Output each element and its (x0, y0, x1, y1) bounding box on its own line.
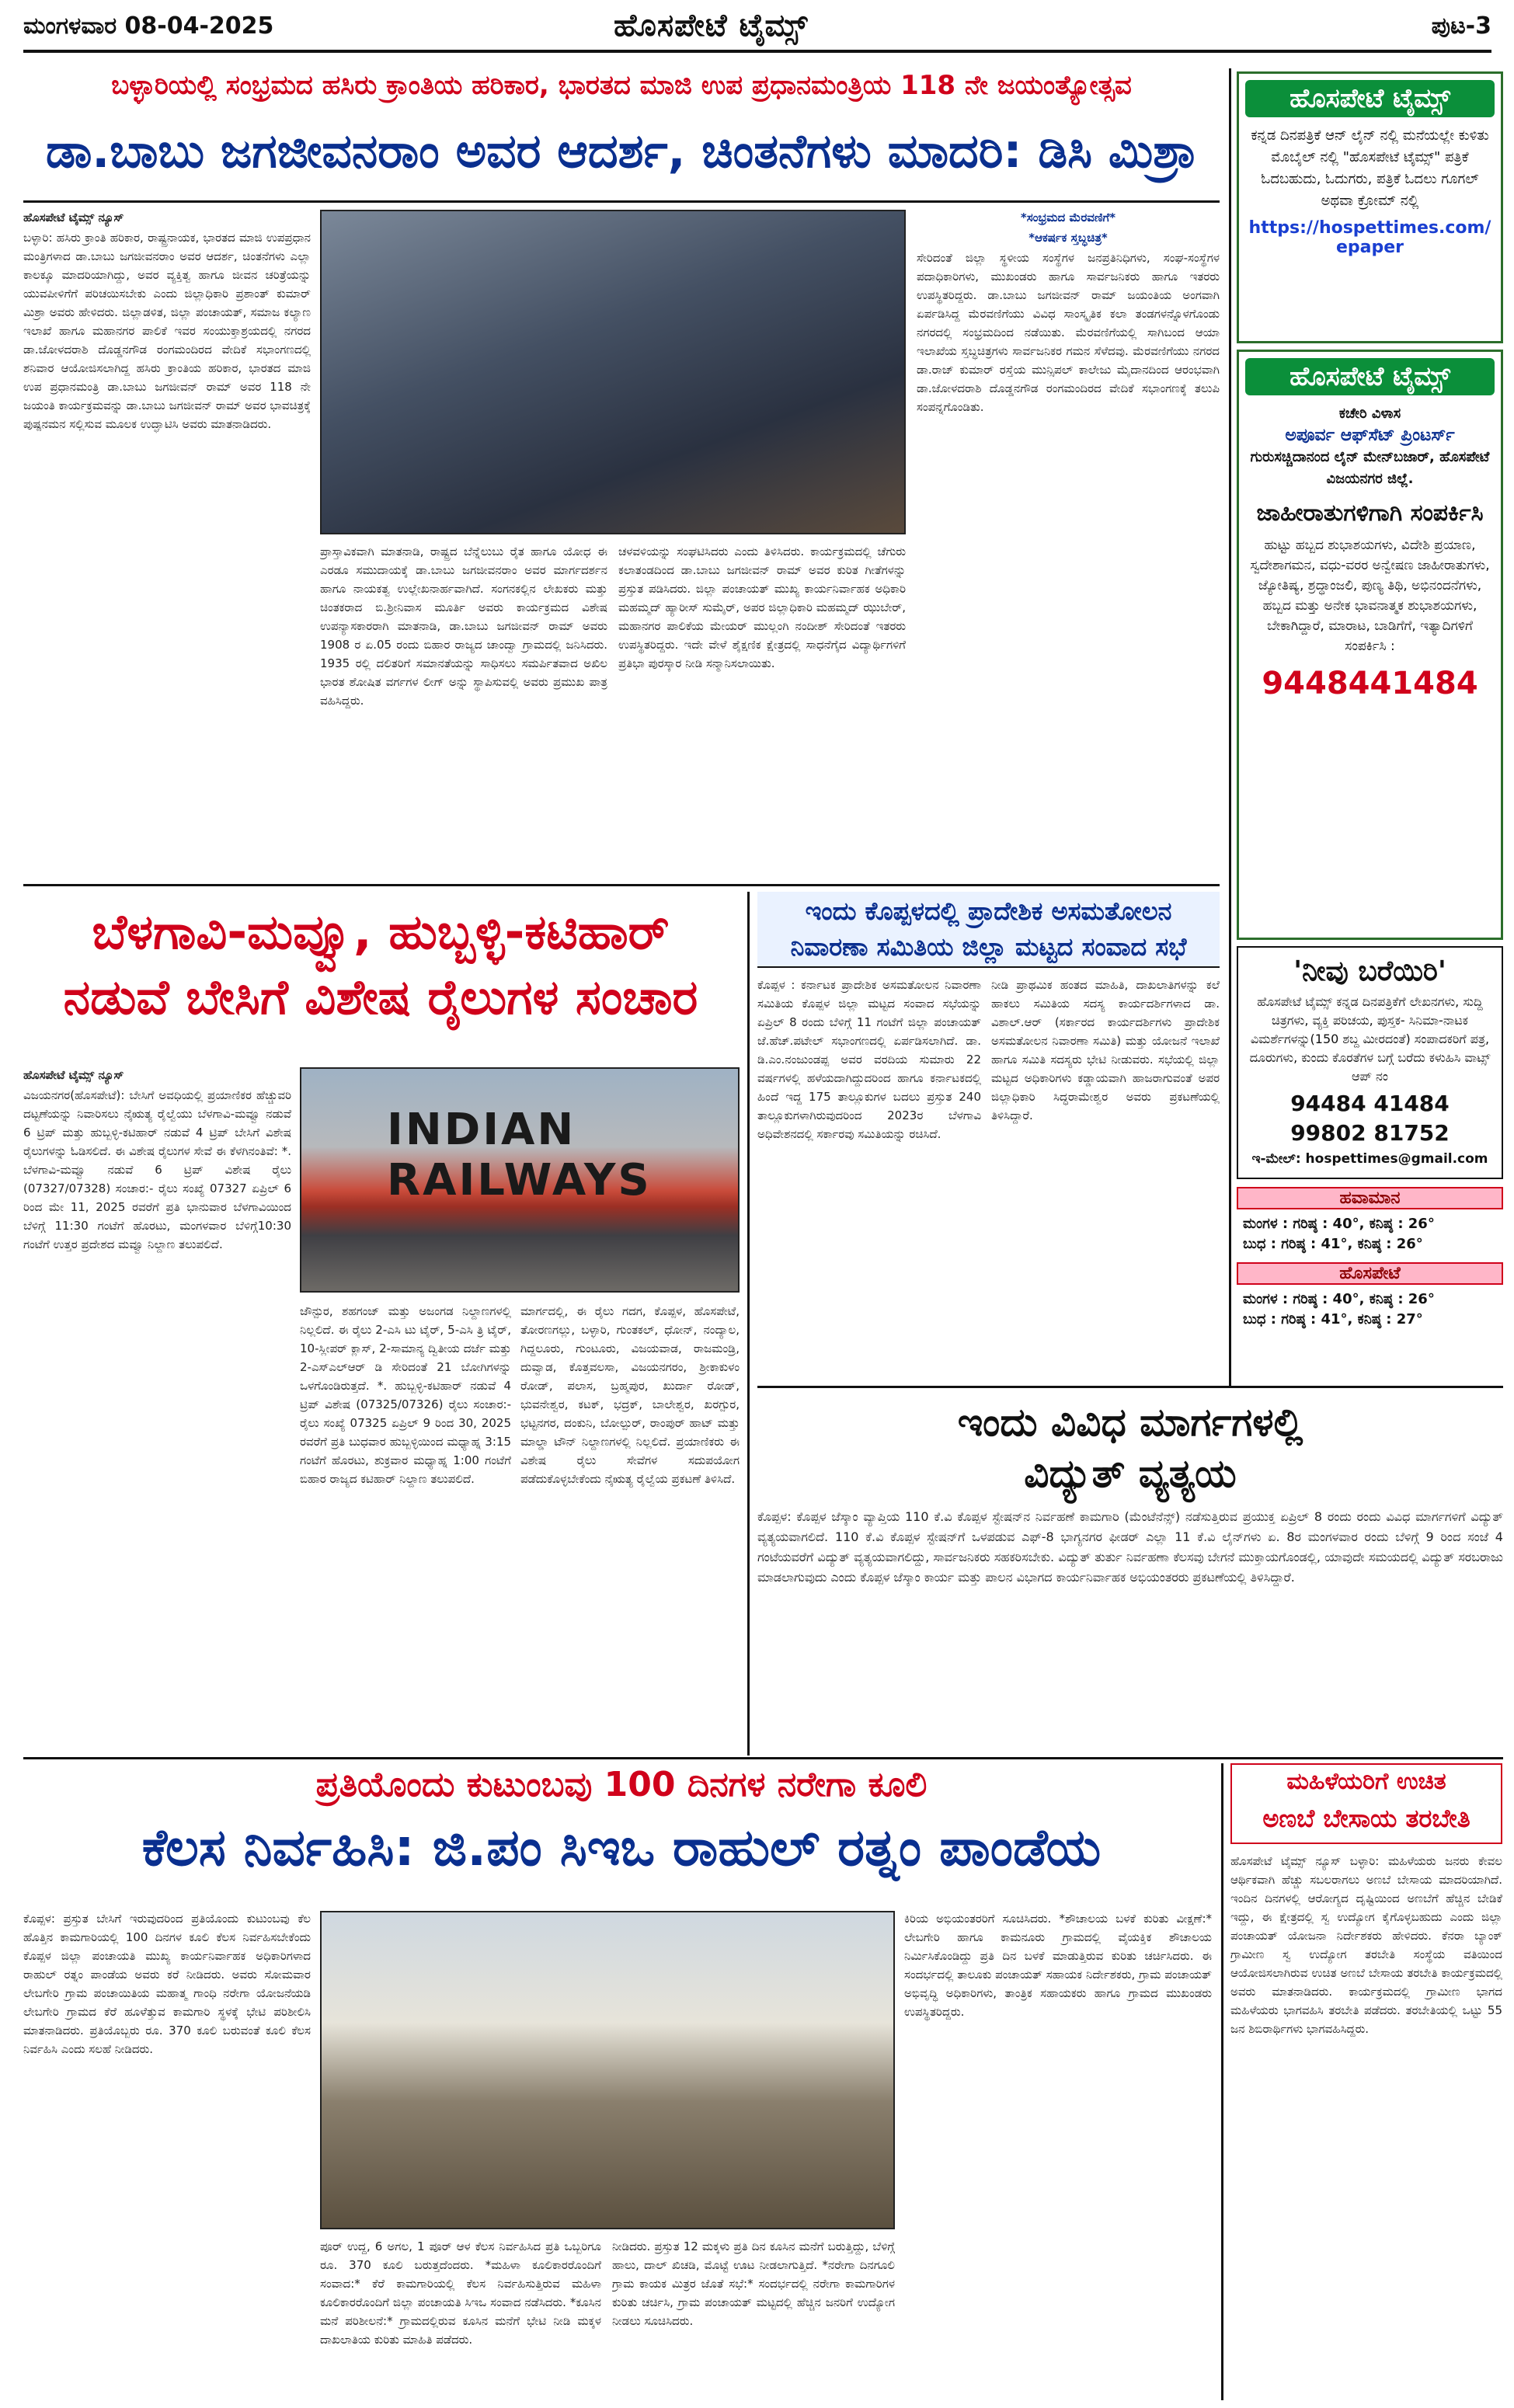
train-photo (300, 1067, 740, 1293)
story4-headline (757, 1397, 1503, 1499)
story1-body-2: ಪ್ರಾಸ್ತಾವಿಕವಾಗಿ ಮಾತನಾಡಿ, ರಾಷ್ಟ್ರದ ಬೆನ್ನೆಲುಬು ರೈತ ಹಾಗೂ ಯೋಧ ಈ ಎರಡೂ ಸಮುದಾಯಕ್ಕೆ ಡಾ.ಬಾಬು ಜಗಜೀವನರಾಂ ಅವರ ಮಾರ್ಗದರ್ಶನ ಹಾಗೂ ನಾಯಕತ್ವ ಉಲ್ಲೇಖನಾರ್ಹವಾಗಿದೆ. ಸಂಗನಕಲ್ಲಿನ ಲೇಖಕರು ಮತ್ತು ಚಿಂತಕರಾದ ಬಿ.ಶ್ರೀನಿವಾಸ ಮೂರ್ತಿ ಅವರು ಕಾರ್ಯಕ್ರಮದ ವಿಶೇಷ ಉಪನ್ಯಾಸಕಾರರಾಗಿ ಮಾತನಾಡಿ, ಡಾ.ಬಾಬು ಜಗಜೀವನ್ ರಾಮ್ ಅವರು 1908 ರ ಏ.05 ರಂದು ಬಿಹಾರ ರಾಜ್ಯದ ಚಾಂದ್ವಾ ಗ್ರಾಮದಲ್ಲಿ ಜನಿಸಿದರು. 1935 ರಲ್ಲಿ ದಲಿತರಿಗೆ ಸಮಾನತೆಯನ್ನು ಸಾಧಿಸಲು ಸಮರ್ಪಿತವಾದ ಅಖಿಲ ಭಾರತ ಶೋಷಿತ ವರ್ಗಗಳ ಲೀಗ್ ಅನ್ನು ಸ್ಥಾಪಿಸುವಲ್ಲಿ ಅವರು ಪ್ರಮುಖ ಪಾತ್ರ ವಹಿಸಿದ್ದರು. (320, 545, 607, 708)
train-photo-text: INDIAN RAILWAYS (387, 1105, 652, 1206)
contact-email[interactable]: ಇ-ಮೇಲ್: hospettimes@gmail.com (1251, 1151, 1488, 1167)
story5-headline: ಕೆಲಸ ನಿರ್ವಹಿಸಿ: ಜಿ.ಪಂ ಸಿಇಒ ರಾಹುಲ್ ರತ್ನಂ ಪಾಂಡೆಯ (141, 1818, 1102, 1877)
paper-title: ಹೊಸಪೇಟೆ ಟೈಮ್ಸ್ (614, 8, 809, 43)
story2-headline-line2: ನಡುವೆ ಬೇಸಿಗೆ ವಿಶೇಷ ರೈಲುಗಳ ಸಂಚಾರ (63, 969, 698, 1025)
write-to-us-text: ಹೊಸಪೇಟೆ ಟೈಮ್ಸ್ ಕನ್ನಡ ದಿನಪತ್ರಿಕೆಗೆ ಲೇಖನಗಳು, ಸುದ್ದಿ ಚಿತ್ರಗಳು, ವ್ಯಕ್ತಿ ಪರಿಚಯ, ಪುಸ್ತಕ- ಸಿನಿಮಾ-ನಾಟಕ ವಿಮರ್ಶೆಗಳನ್ನು(150 ಶಬ್ದ ಮೀರದಂತೆ) ಸಂಪಾದಕರಿಗೆ ಪತ್ರ, ದೂರುಗಳು, ಕುಂದು ಕೊರತೆಗಳ ಬಗ್ಗೆ ಬರೆದು ಕಳುಹಿಸಿ ವಾಟ್ಸ್ ಆಪ್ ನಂ (1249, 994, 1491, 1084)
story3-headline-line2: ನಿವಾರಣಾ ಸಮಿತಿಯ ಜಿಲ್ಲಾ ಮಟ್ಟದ ಸಂವಾದ ಸಭೆ (790, 932, 1187, 962)
page-number: ಪುಟ-3 (1431, 12, 1491, 40)
weather-box (1237, 1187, 1503, 1381)
story5-column-1 (23, 1909, 311, 2399)
story1-subheading-1: *ಸಂಭ್ರಮದ ಮೆರವಣಿಗೆ* (1020, 211, 1116, 224)
advertising-phone[interactable]: 9448441484 (1262, 666, 1478, 701)
weather-row-4: ಬುಧ : ಗರಿಷ್ಠ : 41°, ಕನಿಷ್ಠ : 27° (1243, 1311, 1423, 1328)
story2-body-1: ವಿಜಯನಗರ(ಹೊಸಪೇಟೆ): ಬೇಸಿಗೆ ಅವಧಿಯಲ್ಲಿ ಪ್ರಯಾಣಿಕರ ಹೆಚ್ಚುವರಿ ದಟ್ಟಣೆಯನ್ನು ನಿವಾರಿಸಲು ನೈಋತ್ಯ ರೈಲ್ವೆಯು ಬೆಳಗಾವಿ-ಮವ್ವೂ ನಡುವೆ 6 ಟ್ರಿಪ್ ಮತ್ತು ಹುಬ್ಬಳ್ಳಿ-ಕಟಿಹಾರ್ ನಡುವೆ 4 ಟ್ರಿಪ್ ಬೇಸಿಗೆ ವಿಶೇಷ ರೈಲುಗಳನ್ನು ಓಡಿಸಲಿದೆ. ಈ ವಿಶೇಷ ರೈಲುಗಳ ಸೇವೆ ಈ ಕೆಳಗಿನಂತಿವೆ: *. ಬೆಳಗಾವಿ-ಮವ್ವೂ ನಡುವೆ 6 ಟ್ರಿಪ್ ವಿಶೇಷ ರೈಲು (07327/07328) ಸಂಚಾರ:- ರೈಲು ಸಂಖ್ಯೆ 07327 ಏಪ್ರಿಲ್ 6 ರಿಂದ ಮೇ 11, 2025 ರವರೆಗೆ ಪ್ರತಿ ಭಾನುವಾರ ಬೆಳಗಾವಿಯಿಂದ ಬೆಳಿಗ್ಗೆ 11:30 ಗಂಟೆಗೆ ಹೊರಟು, ಮಂಗಳವಾರ ಬೆಳಿಗ್ಗೆ10:30 ಗಂಟೆಗೆ ಉತ್ತರ ಪ್ರದೇಶದ ಮವ್ವೂ ನಿಲ್ದಾಣ ತಲುಪಲಿದೆ. (23, 1088, 291, 1251)
epaper-ad-banner: ಹೊಸಪೇಟೆ ಟೈಮ್ಸ್ (1245, 80, 1495, 117)
weather-title: ಹವಾಮಾನ (1237, 1187, 1503, 1209)
write-to-us-heading: 'ನೀವು ಬರೆಯಿರಿ' (1293, 955, 1446, 987)
story6-body: ಹೊಸಪೇಟೆ ಟೈಮ್ಸ್ ನ್ಯೂಸ್ ಬಳ್ಳಾರಿ: ಮಹಿಳೆಯರು ಜನರು ಕೇವಲ ಆರ್ಥಿಕವಾಗಿ ಹೆಚ್ಚು ಸಬಲರಾಗಲು ಅಣಬೆ ಬೇಸಾಯ ಮಾದರಿಯಾಗಿದೆ. ಇಂದಿನ ದಿನಗಳಲ್ಲಿ ಆರೋಗ್ಯದ ದೃಷ್ಟಿಯಿಂದ ಅಣಬೆಗೆ ಹೆಚ್ಚಿನ ಬೇಡಿಕೆ ಇದ್ದು, ಈ ಕ್ಷೇತ್ರದಲ್ಲಿ ಸ್ವ ಉದ್ಯೋಗ ಕೈಗೊಳ್ಳಬಹುದು ಎಂದು ಜಿಲ್ಲಾ ಪಂಚಾಯತ್ ಯೋಜನಾ ನಿರ್ದೇಶಕರು ಹೇಳಿದರು. ಕೆನರಾ ಬ್ಯಾಂಕ್ ಗ್ರಾಮೀಣ ಸ್ವ ಉದ್ಯೋಗ ತರಬೇತಿ ಸಂಸ್ಥೆಯ ವತಿಯಿಂದ ಆಯೋಜಿಸಲಾಗಿರುವ ಉಚಿತ ಅಣಬೆ ಬೇಸಾಯ ತರಬೇತಿ ಕಾರ್ಯಕ್ರಮದಲ್ಲಿ ಅವರು ಮಾತನಾಡಿದರು. ಕಾರ್ಯಕ್ರಮದಲ್ಲಿ ಗ್ರಾಮೀಣ ಭಾಗದ ಮಹಿಳೆಯರು ಭಾಗವಹಿಸಿ ತರಬೇತಿ ಪಡೆದರು. ತರಬೇತಿಯಲ್ಲಿ ಒಟ್ಟು 55 ಜನ ಶಿಬಿರಾರ್ಥಿಗಳು ಭಾಗವಹಿಸಿದ್ದರು. (1230, 1854, 1502, 2036)
story4-headline-line1: ಇಂದು ವಿವಿಧ ಮಾರ್ಗಗಳಲ್ಲಿ (957, 1400, 1303, 1445)
story1-column-1 (23, 208, 311, 876)
column-divider (747, 892, 750, 1756)
issue-date: ಮಂಗಳವಾರ 08-04-2025 (23, 12, 274, 40)
story5-photo (320, 1911, 895, 2229)
weather-row-1: ಮಂಗಳ : ಗರಿಷ್ಠ : 40°, ಕನಿಷ್ಠ : 26° (1243, 1216, 1435, 1232)
weather-row-3: ಮಂಗಳ : ಗರಿಷ್ಠ : 40°, ಕನಿಷ್ಠ : 26° (1243, 1291, 1435, 1307)
story2-headline (23, 900, 738, 1030)
advertising-text: ಹುಟ್ಟು ಹಬ್ಬದ ಶುಭಾಶಯಗಳು, ವಿದೇಶಿ ಪ್ರಯಾಣ, ಸ್ವದೇಶಾಗಮನ, ವಧು-ವರರ ಅನ್ವೇಷಣ ಜಾಹೀರಾತುಗಳು, ಜ್ಯೋತಿಷ್ಯ, ಶ್ರದ್ಧಾಂಜಲಿ, ಪುಣ್ಯ ತಿಥಿ, ಅಭಿನಂದನೆಗಳು, ಹಬ್ಬದ ಮತ್ತು ಅನೇಕ ಭಾವನಾತ್ಮಕ ಶುಭಾಶಯಗಳು, ಬೇಕಾಗಿದ್ದಾರೆ, ಮಾರಾಟ, ಬಾಡಿಗೆಗೆ, ಇತ್ಯಾದಿಗಳಿಗೆ ಸಂಪರ್ಕಿಸಿ : (1250, 538, 1490, 654)
story1-body-1: ಬಳ್ಳಾರಿ: ಹಸಿರು ಕ್ರಾಂತಿ ಹರಿಕಾರ, ರಾಷ್ಟ್ರನಾಯಕ, ಭಾರತದ ಮಾಜಿ ಉಪಪ್ರಧಾನ ಮಂತ್ರಿಗಳಾದ ಡಾ.ಬಾಬು ಜಗಜೀವನರಾಂ ಅವರ ಆದರ್ಶ, ಚಿಂತನೆಗಳು ಎಲ್ಲಾ ಕಾಲಕ್ಕೂ ಮಾದರಿಯಾಗಿದ್ದು, ಅವರ ವ್ಯಕ್ತಿತ್ವ ಹಾಗೂ ಜೀವನ ಚರಿತ್ರೆಯನ್ನು ಯುವಪೀಳಿಗೆಗೆ ಪರಿಚಯಿಸಬೇಕು ಎಂದು ಜಿಲ್ಲಾಧಿಕಾರಿ ಪ್ರಶಾಂತ್ ಕುಮಾರ್ ಮಿಶ್ರಾ ಅವರು ಹೇಳಿದರು. ಜಿಲ್ಲಾಡಳಿತ, ಜಿಲ್ಲಾ ಪಂಚಾಯತ್, ಸಮಾಜ ಕಲ್ಯಾಣ ಇಲಾಖೆ ಹಾಗೂ ಮಹಾನಗರ ಪಾಲಿಕೆ ಇವರ ಸಂಯುಕ್ತಾಶ್ರಯದಲ್ಲಿ ನಗರದ ಡಾ.ಜೋಳದರಾಶಿ ದೊಡ್ಡನಗೌಡ ರಂಗಮಂದಿರದ ವೇದಿಕೆ ಸಭಾಂಗಣದಲ್ಲಿ ಶನಿವಾರ ಆಯೋಜಿಸಲಾಗಿದ್ದ ಹಸಿರು ಕ್ರಾಂತಿಯ ಹರಿಕಾರ, ಭಾರತದ ಮಾಜಿ ಉಪ ಪ್ರಧಾನಮಂತ್ರಿ ಡಾ.ಬಾಬು ಜಗಜೀವನ್ ರಾಮ್ ಅವರ 118 ನೇ ಜಯಂತಿ ಕಾರ್ಯಕ್ರಮವನ್ನು ಡಾ.ಬಾಬು ಜಗಜೀವನ್ ರಾಮ್ ಅವರ ಭಾವಚಿತ್ರಕ್ಕೆ ಪುಷ್ಪನಮನ ಸಲ್ಲಿಸುವ ಮೂಲಕ ಉದ್ಘಾಟಿಸಿ ಅವರು ಮಾತನಾಡಿದರು. (23, 231, 311, 431)
story5-column-3 (612, 2237, 895, 2399)
story2-body-3: ಮಾರ್ಗದಲ್ಲಿ, ಈ ರೈಲು ಗದಗ, ಕೊಪ್ಪಳ, ಹೊಸಪೇಟೆ, ತೋರಣಗಲ್ಲು, ಬಳ್ಳಾರಿ, ಗುಂತಕಲ್, ಧೋನ್, ನಂದ್ಯಾಲ, ಗಿದ್ದಲೂರು, ಗುಂಟೂರು, ವಿಜಯವಾಡ, ರಾಜಮಂಡ್ರಿ, ದುವ್ವಾಡ, ಕೊತ್ತವಲಸಾ, ವಿಜಯನಗರಂ, ಶ್ರೀಕಾಕುಳಂ ರೋಡ್, ಪಲಾಸ, ಬ್ರಹ್ಮಪುರ, ಖುರ್ದಾ ರೋಡ್, ಭುವನೇಶ್ವರ, ಕಟಕ್, ಭದ್ರಕ್, ಬಾಲೇಶ್ವರ, ಖರಗ್ಪುರ, ಭಟ್ಟನಗರ, ದಂಕುನಿ, ಬೋಲ್ಪುರ್, ರಾಂಪುರ್ ಹಾಟ್ ಮತ್ತು ಮಾಲ್ಡಾ ಟೌನ್ ನಿಲ್ದಾಣಗಳಲ್ಲಿ ನಿಲ್ಲಲಿದೆ. ಪ್ರಯಾಣಿಕರು ಈ ವಿಶೇಷ ರೈಲು ಸೇವೆಗಳ ಸದುಪಯೋಗ ಪಡೆದುಕೊಳ್ಳಬೇಕೆಂದು ನೈಋತ್ಯ ರೈಲ್ವೆಯ ಪ್ರಕಟಣೆ ತಿಳಿಸಿದೆ. (520, 1304, 740, 1486)
story5-body-4: ಕಿರಿಯ ಅಭಿಯಂತರರಿಗೆ ಸೂಚಿಸಿದರು. *ಶೌಚಾಲಯ ಬಳಕೆ ಕುರಿತು ವೀಕ್ಷಣೆ:* ಲೇಬಗೇರಿ ಹಾಗೂ ಕಾಮನೂರು ಗ್ರಾಮದಲ್ಲಿ ವೈಯಕ್ತಿಕ ಶೌಚಾಲಯ ನಿರ್ಮಿಸಿಕೊಂಡಿದ್ದು ಪ್ರತಿ ದಿನ ಬಳಕೆ ಮಾಡುತ್ತಿರುವ ಕುರಿತು ಚರ್ಚಿಸಿದರು. ಈ ಸಂದರ್ಭದಲ್ಲಿ ತಾಲೂಕು ಪಂಚಾಯತ್ ಸಹಾಯಕ ನಿರ್ದೇಶಕರು, ಗ್ರಾಮ ಪಂಚಾಯತ್ ಅಭಿವೃದ್ಧಿ ಅಧಿಕಾರಿಗಳು, ತಾಂತ್ರಿಕ ಸಹಾಯಕರು ಹಾಗೂ ಗ್ರಾಮದ ಮುಖಂಡರು ಉಪಸ್ಥಿತರಿದ್ದರು. (904, 1912, 1212, 2019)
epaper-ad (1237, 71, 1503, 343)
story2-column-3 (520, 1302, 740, 1749)
divider (23, 1757, 1503, 1759)
story5-column-4 (904, 1909, 1212, 2399)
story2-column-1 (23, 1066, 291, 1749)
story1-kicker: ಬಳ್ಳಾರಿಯಲ್ಲಿ ಸಂಭ್ರಮದ ಹಸಿರು ಕ್ರಾಂತಿಯ ಹರಿಕಾರ, ಭಾರತದ ಮಾಜಿ ಉಪ ಪ್ರಧಾನಮಂತ್ರಿಯ 118 ನೇ ಜಯಂತ್ಯೋತ್ಸವ (111, 70, 1132, 101)
divider (23, 200, 1220, 203)
column-divider (1221, 1763, 1223, 2400)
story3-headline (757, 893, 1220, 965)
whatsapp-number-1[interactable]: 94484 41484 (1290, 1091, 1450, 1116)
story4-body: ಕೊಪ್ಪಳ: ಕೊಪ್ಪಳ ಜೆಸ್ಕಾಂ ವ್ಯಾಪ್ತಿಯ 110 ಕೆ.ವಿ ಕೊಪ್ಪಳ ಸ್ಟೇಷನ್‌ನ ನಿರ್ವಹಣೆ ಕಾಮಗಾರಿ (ಮೆಂಟೆನೆನ್ಸ್) ನಡೆಸುತ್ತಿರುವ ಪ್ರಯುಕ್ತ ಏಪ್ರಿಲ್ 8 ರಂದು ರಂದು ವಿವಿಧ ಮಾರ್ಗಗಳಿಗೆ ವಿದ್ಯುತ್ ವ್ಯತ್ಯಯವಾಗಲಿದೆ. 110 ಕೆ.ವಿ ಕೊಪ್ಪಳ ಸ್ಟೇಷನ್‌ಗೆ ಒಳಪಡುವ ಎಫ್-8 ಭಾಗ್ಯನಗರ ಫೀಡರ್ ಎಲ್ಲಾ 11 ಕೆ.ವಿ ಲೈನ್‌ಗಳು ಏ. 8ರ ಮಂಗಳವಾರ ರಂದು ಬೆಳಿಗ್ಗೆ 9 ರಿಂದ ಸಂಜೆ 4 ಗಂಟೆಯವರೆಗೆ ವಿದ್ಯುತ್ ವ್ಯತ್ಯಯವಾಗಲಿದ್ದು, ಸಾರ್ವಜನಿಕರು ಸಹಕರಿಸಬೇಕು. ವಿದ್ಯುತ್ ತುರ್ತು ನಿರ್ವಹಣಾ ಕೆಲಸವು ಬೇಗನೆ ಮುಕ್ತಾಯಗೊಂಡಲ್ಲಿ, ಯಾವುದೇ ಸಮಯದಲ್ಲಿ ವಿದ್ಯುತ್ ಸರಬರಾಜು ಮಾಡಲಾಗುವುದು ಎಂದು ಕೊಪ್ಪಳ ಜೆಸ್ಕಾಂ ಕಾರ್ಯ ಮತ್ತು ಪಾಲನ ವಿಭಾಗದ ಕಾರ್ಯನಿರ್ವಾಹಕ ಅಭಿಯಂತರರು ಪ್ರಕಟಣೆಯಲ್ಲಿ ತಿಳಿಸಿದ್ದಾರೆ. (757, 1509, 1503, 1585)
story3-headline-line1: ಇಂದು ಕೊಪ್ಪಳದಲ್ಲಿ ಪ್ರಾದೇಶಿಕ ಅಸಮತೋಲನ (805, 896, 1172, 926)
story6-kicker: ಮಹಿಳೆಯರಿಗೆ ಉಚಿತ (1286, 1768, 1446, 1795)
divider (757, 1386, 1503, 1388)
story1-headline: ಡಾ.ಬಾಬು ಜಗಜೀವನರಾಂ ಅವರ ಆದರ್ಶ, ಚಿಂತನೆಗಳು ಮಾದರಿ: ಡಿಸಿ ಮಿಶ್ರಾ (46, 124, 1197, 179)
story1-photo (320, 210, 906, 534)
write-to-us-box (1237, 946, 1503, 1179)
story3-body-1: ಕೊಪ್ಪಳ : ಕರ್ನಾಟಕ ಪ್ರಾದೇಶಿಕ ಅಸಮತೋಲನ ನಿವಾರಣಾ ಸಮಿತಿಯ ಕೊಪ್ಪಳ ಜಿಲ್ಲಾ ಮಟ್ಟದ ಸಂವಾದ ಸಭೆಯನ್ನು ಏಪ್ರಿಲ್ 8 ರಂದು ಬೆಳಿಗ್ಗೆ 11 ಗಂಟೆಗೆ ಜಿಲ್ಲಾ ಪಂಚಾಯತ್ ಜೆ.ಹೆಚ್.ಪಟೇಲ್ ಸಭಾಂಗಣದಲ್ಲಿ ಏರ್ಪಡಿಸಲಾಗಿದೆ. ಡಾ. ಡಿ.ಎಂ.ನಂಜುಂಡಪ್ಪ ಅವರ ವರದಿಯ ಸುಮಾರು 22 ವರ್ಷಗಳಲ್ಲಿ ಹಳೆಯದಾಗಿದ್ದುದರಿಂದ ಹಾಗೂ ಕರ್ನಾಟಕದಲ್ಲಿ ಹಿಂದೆ ಇದ್ದ 175 ತಾಲ್ಲೂಕುಗಳ ಬದಲು ಪ್ರಸ್ತುತ 240 ತಾಲ್ಲೂಕುಗಳಾಗಿರುವುದರಿಂದ 2023ರ ಬೆಳಗಾವಿ ಅಧಿವೇಶನದಲ್ಲಿ ಸರ್ಕಾರವು ಸಮಿತಿಯನ್ನು ರಚಿಸಿದೆ. (757, 978, 981, 1141)
printer-name: ಅಪೂರ್ವ ಆಫ್‌ಸೆಟ್ ಪ್ರಿಂಟರ್ಸ್ (1285, 426, 1455, 445)
weather-subtitle: ಹೊಸಪೇಟೆ (1237, 1262, 1503, 1285)
story5-body-1: ಕೊಪ್ಪಳ: ಪ್ರಸ್ತುತ ಬೇಸಿಗೆ ಇರುವುದರಿಂದ ಪ್ರತಿಯೊಂದು ಕುಟುಂಬವು ಕೆಲ ಹೊತ್ತಿನ ಕಾಮಗಾರಿಯಲ್ಲಿ 100 ದಿನಗಳ ಕೂಲಿ ಕೆಲಸ ನಿರ್ವಹಿಸಬೇಕೆಂದು ಕೊಪ್ಪಳ ಜಿಲ್ಲಾ ಪಂಚಾಯತಿ ಮುಖ್ಯ ಕಾರ್ಯನಿರ್ವಾಹಕ ಅಧಿಕಾರಿಗಳಾದ ರಾಹುಲ್ ರತ್ನಂ ಪಾಂಡೆಯ ಅವರು ಕರೆ ನೀಡಿದರು. ಅವರು ಸೋಮವಾರ ಲೇಬಗೇರಿ ಗ್ರಾಮ ಪಂಚಾಯಿತಿಯ ಮಹಾತ್ಮ ಗಾಂಧಿ ನರೇಗಾ ಯೋಜನೆಯಡಿ ಲೇಬಗೇರಿ ಗ್ರಾಮದ ಕೆರೆ ಹೂಳೆತ್ತುವ ಕಾಮಗಾರಿ ಸ್ಥಳಕ್ಕೆ ಭೇಟಿ ಪರಿಶೀಲಿಸಿ ಮಾತನಾಡಿದರು. ಪ್ರತಿಯೊಬ್ಬರು ರೂ. 370 ಕೂಲಿ ಬರುವಂತೆ ಕೂಲಿ ಕೆಲಸ ನಿರ್ವಹಿಸಿ ಎಂದು ಸಲಹೆ ನೀಡಿದರು. (23, 1912, 311, 2056)
story5-kicker: ಪ್ರತಿಯೊಂದು ಕುಟುಂಬವು 100 ದಿನಗಳ ನರೇಗಾ ಕೂಲಿ (315, 1765, 928, 1804)
column-divider (1229, 68, 1231, 1386)
story4-body-box (757, 1507, 1503, 1748)
whatsapp-number-2[interactable]: 99802 81752 (1290, 1120, 1450, 1146)
story2-column-2 (300, 1302, 511, 1749)
weather-row-2: ಬುಧ : ಗರಿಷ್ಠ : 41°, ಕನಿಷ್ಠ : 26° (1243, 1236, 1423, 1252)
story1-body-3: ಚಳವಳಿಯನ್ನು ಸಂಘಟಿಸಿದರು ಎಂದು ತಿಳಿಸಿದರು. ಕಾರ್ಯಕ್ರಮದಲ್ಲಿ ಚೆಗುರು ಕಲಾತಂಡದಿಂದ ಡಾ.ಬಾಬು ಜಗಜೀವನ್ ರಾಮ್ ಅವರ ಕುರಿತ ಗೀತೆಗಳನ್ನು ಪ್ರಸ್ತುತ ಪಡಿಸಿದರು. ಜಿಲ್ಲಾ ಪಂಚಾಯತ್ ಮುಖ್ಯ ಕಾರ್ಯನಿರ್ವಾಹಕ ಅಧಿಕಾರಿ ಮಹಮ್ಮದ್ ಹ್ಯಾರೀಸ್ ಸುಮೈರ್, ಅಪರ ಜಿಲ್ಲಾಧಿಕಾರಿ ಮಹಮ್ಮದ್ ಝುಬೇರ್, ಮಹಾನಗರ ಪಾಲಿಕೆಯ ಮೇಯರ್ ಮುಲ್ಲಂಗಿ ನಂದೀಶ್ ಸೇರಿದಂತೆ ಇತರರು ಉಪಸ್ಥಿತರಿದ್ದರು. ಇದೇ ವೇಳೆ ಶೈಕ್ಷಣಿಕ ಕ್ಷೇತ್ರದಲ್ಲಿ ಸಾಧನೆಗೈದ ವಿದ್ಯಾರ್ಥಿಗಳಿಗೆ ಪ್ರತಿಭಾ ಪುರಸ್ಕಾರ ನೀಡಿ ಸನ್ಮಾನಿಸಲಾಯಿತು. (618, 545, 906, 670)
story4-headline-line2: ವಿದ್ಯುತ್ ವ್ಯತ್ಯಯ (1024, 1451, 1237, 1496)
advertising-heading: ಜಾಹೀರಾತುಗಳಿಗಾಗಿ ಸಂಪರ್ಕಿಸಿ (1256, 499, 1484, 527)
story6-headline: ಅಣಬೆ ಬೇಸಾಯ ತರಬೇತಿ (1262, 1804, 1470, 1833)
story5-body-3: ನೀಡಿದರು. ಪ್ರಸ್ತುತ 12 ಮಕ್ಕಳು ಪ್ರತಿ ದಿನ ಕೂಸಿನ ಮನೆಗೆ ಬರುತ್ತಿದ್ದು, ಬೆಳಿಗ್ಗೆ ಹಾಲು, ದಾಲ್ ಖಿಚಡಿ, ಮೊಟ್ಟೆ ಊಟ ನೀಡಲಾಗುತ್ತಿದೆ. *ನರೇಗಾ ದಿನಗೂಲಿ ಗ್ರಾಮ ಕಾಯಕ ಮಿತ್ರರ ಜೊತೆ ಸಭೆ:* ಸಂದರ್ಭದಲ್ಲಿ ನರೇಗಾ ಕಾಮಗಾರಿಗಳ ಕುರಿತು ಚರ್ಚಿಸಿ, ಗ್ರಾಮ ಪಂಚಾಯತ್ ಮಟ್ಟದಲ್ಲಿ ಹೆಚ್ಚಿನ ಜನರಿಗೆ ಉದ್ಯೋಗ ನೀಡಲು ಸೂಚಿಸಿದರು. (612, 2239, 895, 2328)
story1-subheading-2: *ಆಕರ್ಷಕ ಸ್ತಬ್ಧಚಿತ್ರ* (1028, 231, 1108, 245)
masthead (23, 6, 1491, 53)
office-address: ಗುರುಸಚ್ಚಿದಾನಂದ ಲೈನ್ ಮೇನ್‌ಬಜಾರ್, ಹೊಸಪೇಟೆ ವಿಜಯನಗರ ಜಿಲ್ಲೆ. (1250, 449, 1490, 487)
story3-body-2: ನೀಡಿ ಪ್ರಾಥಮಿಕ ಹಂತದ ಮಾಹಿತಿ, ದಾಖಲಾತಿಗಳನ್ನು ಕಲೆ ಹಾಕಲು ಸಮಿತಿಯ ಸದಸ್ಯ ಕಾರ್ಯದರ್ಶಿಗಳಾದ ಡಾ. ವಿಶಾಲ್.ಆರ್ (ಸರ್ಕಾರದ ಕಾರ್ಯದರ್ಶಿಗಳು ಪ್ರಾದೇಶಿಕ ಅಸಮತೋಲನ ನಿವಾರಣಾ ಸಮಿತಿ) ಮತ್ತು ಯೋಜನೆ ಇಲಾಖೆ ಹಾಗೂ ಸಮಿತಿ ಸದಸ್ಯರು ಭೇಟಿ ನೀಡುವರು. ಸಭೆಯಲ್ಲಿ ಜಿಲ್ಲಾ ಮಟ್ಟದ ಅಧಿಕಾರಿಗಳು ಕಡ್ಡಾಯವಾಗಿ ಹಾಜರಾಗುವಂತೆ ಅಪರ ಜಿಲ್ಲಾಧಿಕಾರಿ ಸಿದ್ಧರಾಮೇಶ್ವರ ಅವರು ಪ್ರಕಟಣೆಯಲ್ಲಿ ತಿಳಿಸಿದ್ದಾರೆ. (991, 978, 1220, 1122)
story1-column-4 (917, 208, 1220, 876)
story6-body-box (1230, 1852, 1502, 2399)
story3-column-1 (757, 976, 981, 1380)
office-address-label: ಕಚೇರಿ ವಿಳಾಸ (1338, 405, 1401, 422)
story5-body-2: ಪೂರ್ ಉದ್ದ, 6 ಅಗಲ, 1 ಪೂರ್ ಆಳ ಕೆಲಸ ನಿರ್ವಹಿಸಿದ ಪ್ರತಿ ಒಬ್ಬರಿಗೂ ರೂ. 370 ಕೂಲಿ ಬರುತ್ತದೆಂದರು. *ಮಹಿಳಾ ಕೂಲಿಕಾರರೊಂದಿಗೆ ಸಂವಾದ:* ಕೆರೆ ಕಾಮಗಾರಿಯಲ್ಲಿ ಕೆಲಸ ನಿರ್ವಹಿಸುತ್ತಿರುವ ಮಹಿಳಾ ಕೂಲಿಕಾರರೊಂದಿಗೆ ಜಿಲ್ಲಾ ಪಂಚಾಯತಿ ಸಿಇಒ ಸಂವಾದ ನಡೆಸಿದರು. *ಕೂಸಿನ ಮನೆ ಪರಿಶೀಲನೆ:* ಗ್ರಾಮದಲ್ಲಿರುವ ಕೂಸಿನ ಮನೆಗೆ ಭೇಟಿ ನೀಡಿ ಮಕ್ಕಳ ದಾಖಲಾತಿಯ ಕುರಿತು ಮಾಹಿತಿ ಪಡೆದರು. (320, 2239, 601, 2347)
story1-byline: ಹೊಸಪೇಟೆ ಟೈಮ್ಸ್ ನ್ಯೂಸ್ (23, 211, 124, 224)
epaper-ad-text: ಕನ್ನಡ ದಿನಪತ್ರಿಕೆ ಆನ್ ಲೈನ್ ನಲ್ಲಿ ಮನೆಯಲ್ಲೇ ಕುಳಿತು ಮೊಬೈಲ್ ನಲ್ಲಿ "ಹೊಸಪೇಟೆ ಟೈಮ್ಸ್" ಪತ್ರಿಕೆ ಓದಬಹುದು, ಓದುಗರು, ಪತ್ರಿಕೆ ಓದಲು ಗೂಗಲ್ ಅಥವಾ ಕ್ರೋಮ್ ನಲ್ಲಿ (1251, 127, 1489, 209)
story1-column-2 (320, 542, 607, 876)
story1-body-4: ಸೇರಿದಂತೆ ಜಿಲ್ಲಾ ಸ್ಥಳೀಯ ಸಂಸ್ಥೆಗಳ ಜನಪ್ರತಿನಿಧಿಗಳು, ಸಂಘ-ಸಂಸ್ಥೆಗಳ ಪದಾಧಿಕಾರಿಗಳು, ಮುಖಂಡರು ಹಾಗೂ ಸಾರ್ವಜನಿಕರು ಹಾಗೂ ಇತರರು ಉಪಸ್ಥಿತರಿದ್ದರು. ಡಾ.ಬಾಬು ಜಗಜೀವನ್ ರಾಮ್ ಜಯಂತಿಯ ಅಂಗವಾಗಿ ಏರ್ಪಡಿಸಿದ್ದ ಮೆರವಣಿಗೆಯು ವಿವಿಧ ಸಾಂಸ್ಕೃತಿಕ ಕಲಾ ತಂಡಗಳನ್ನೊಳಗೊಂಡು ನಗರದಲ್ಲಿ ಸಂಭ್ರಮದಿಂದ ನಡೆಯಿತು. ಮೆರವಣಿಗೆಯಲ್ಲಿ ಸಾಗಿಬಂದ ಆಯಾ ಇಲಾಖೆಯ ಸ್ತಬ್ಧಚಿತ್ರಗಳು ಸಾರ್ವಜನಿಕರ ಗಮನ ಸೆಳೆದವು. ಮೆರವಣಿಗೆಯು ನಗರದ ಡಾ.ರಾಜ್ ಕುಮಾರ್ ರಸ್ತೆಯ ಮುನ್ಸಿಪಲ್ ಕಾಲೇಜು ಮೈದಾನದಿಂದ ಆರಂಭವಾಗಿ ಡಾ.ಜೋಳದರಾಶಿ ದೊಡ್ಡನಗೌಡ ರಂಗಮಂದಿರದ ವೇದಿಕೆ ಸಭಾಂಗಣಕ್ಕೆ ತಲುಪಿ ಸಂಪನ್ನಗೊಂಡಿತು. (917, 251, 1220, 414)
story2-headline-line1: ಬೆಳಗಾವಿ-ಮವ್ವೂ, ಹುಬ್ಬಳ್ಳಿ-ಕಟಿಹಾರ್ (92, 903, 670, 960)
story1-column-3 (618, 542, 906, 876)
divider (23, 884, 1220, 886)
epaper-link[interactable]: https://hospettimes.com/epaper (1248, 218, 1491, 257)
advertising-ad-banner: ಹೊಸಪೇಟೆ ಟೈಮ್ಸ್ (1245, 358, 1495, 395)
story5-column-2 (320, 2237, 601, 2399)
story3-column-2 (991, 976, 1220, 1380)
advertising-ad (1237, 350, 1503, 940)
story2-body-2: ಜೌನ್ಪುರ, ಶಹಗಂಜ್ ಮತ್ತು ಅಜಂಗಡ ನಿಲ್ದಾಣಗಳಲ್ಲಿ ನಿಲ್ಲಲಿದೆ. ಈ ರೈಲು 2-ಎಸಿ ಟು ಟೈರ್, 5-ಎಸಿ ತ್ರಿ ಟೈರ್, 10-ಸ್ಲೀಪರ್ ಕ್ಲಾಸ್, 2-ಸಾಮಾನ್ಯ ದ್ವಿತೀಯ ದರ್ಜೆ ಮತ್ತು 2-ಎಸ್ಎಲ್ಆರ್ ಡಿ ಸೇರಿದಂತೆ 21 ಬೋಗಿಗಳನ್ನು ಒಳಗೊಂಡಿರುತ್ತದೆ. *. ಹುಬ್ಬಳ್ಳಿ-ಕಟಿಹಾರ್ ನಡುವೆ 4 ಟ್ರಿಪ್ ವಿಶೇಷ (07325/07326) ರೈಲು ಸಂಚಾರ:- ರೈಲು ಸಂಖ್ಯೆ 07325 ಏಪ್ರಿಲ್ 9 ರಿಂದ 30, 2025 ರವರೆಗೆ ಪ್ರತಿ ಬುಧವಾರ ಹುಬ್ಬಳ್ಳಿಯಿಂದ ಮಧ್ಯಾಹ್ನ 3:15 ಗಂಟೆಗೆ ಹೊರಟು, ಶುಕ್ರವಾರ ಮಧ್ಯಾಹ್ನ 1:00 ಗಂಟೆಗೆ ಬಿಹಾರ ರಾಜ್ಯದ ಕಟಿಹಾರ್ ನಿಲ್ದಾಣ ತಲುಪಲಿದೆ. (300, 1304, 511, 1486)
story2-byline: ಹೊಸಪೇಟೆ ಟೈಮ್ಸ್ ನ್ಯೂಸ್ (23, 1068, 124, 1082)
